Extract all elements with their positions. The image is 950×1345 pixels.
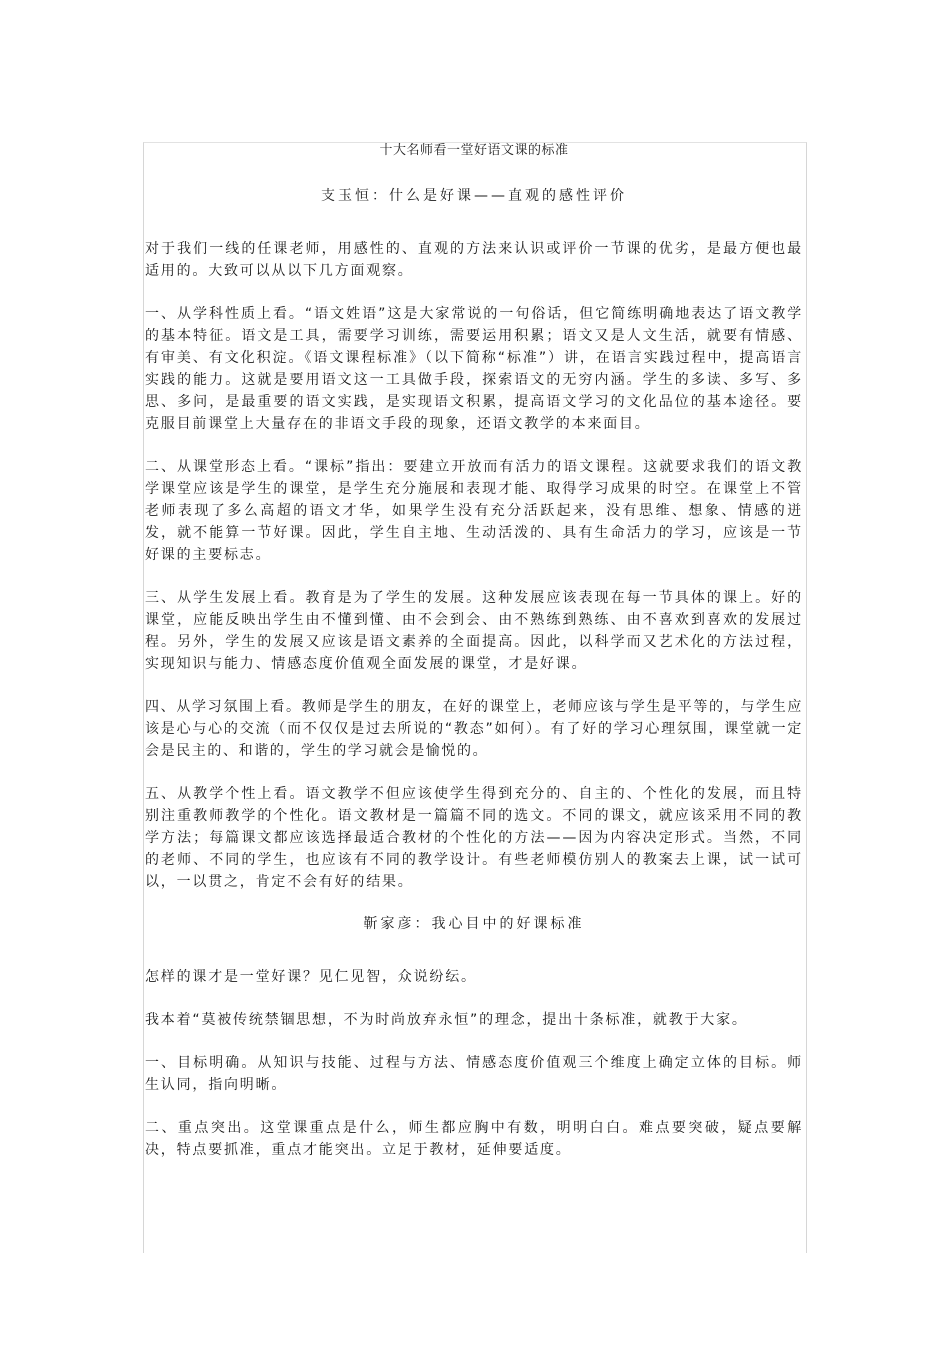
document-title: 十大名师看一堂好语文课的标准	[379, 143, 569, 158]
paragraph: 二、从课堂形态上看。“课标”指出：要建立开放而有活力的语文课程。这就要求我们的语文教学课堂应该是学生的课堂，是学生充分施展和表现才能、取得学习成果的时空。在课堂上不管老师表现了多么高超的语文才华，如果学生没有充分活跃起来，没有思维、想象、情感的迸发，就不能算一节好课。因此，学生自主地、生动活泼的、具有生命活力的学习，应该是一节好课的主要标志。	[145, 459, 803, 563]
paragraph: 怎样的课才是一堂好课？见仁见智，众说纷纭。	[145, 969, 477, 985]
paragraph: 三、从学生发展上看。教育是为了学生的发展。这种发展应该表现在每一节具体的课上。好的课堂，应能反映出学生由不懂到懂、由不会到会、由不熟练到熟练、由不喜欢到喜欢的发展过程。另外，学生的发展又应该是语文素养的全面提高。因此，以科学而又艺术化的方法过程，实现知识与能力、情感态度价值观全面发展的课堂，才是好课。	[145, 590, 803, 672]
paragraph: 对于我们一线的任课老师，用感性的、直观的方法来认识或评价一节课的优劣，是最方便也最适用的。大致可以从以下几方面观察。	[145, 241, 803, 279]
section-heading: 靳家彦：我心目中的好课标准	[363, 916, 585, 932]
paragraph: 我本着“莫被传统禁锢思想，不为时尚放弃永恒”的理念，提出十条标准，就教于大家。	[145, 1012, 748, 1028]
document-body	[145, 186, 803, 1182]
paragraph: 一、从学科性质上看。“语文姓语”这是大家常说的一句俗话，但它简练明确地表达了语文教学的基本特征。语文是工具，需要学习训练，需要运用积累；语文又是人文生活，就要有情感、有审美、有文化积淀。《语文课程标准》（以下简称“标准”）讲，在语言实践过程中，提高语言实践的能力。这就是要用语文这一工具做手段，探索语文的无穷内涵。学生的多读、多写、多思、多问，是最重要的语文实践，是实现语文积累，提高语文学习的文化品位的基本途径。要克服目前课堂上大量存在的非语文手段的现象，还语文教学的本来面目。	[145, 306, 803, 432]
paragraph: 二、重点突出。这堂课重点是什么，师生都应胸中有数，明明白白。难点要突破，疑点要解决，特点要抓准，重点才能突出。立足于教材，延伸要适度。	[145, 1120, 803, 1158]
section-heading: 支玉恒：什么是好课——直观的感性评价	[321, 188, 627, 204]
section-zhi-yuheng	[145, 186, 803, 893]
section-jin-jiayan	[145, 914, 803, 1161]
paragraph: 五、从教学个性上看。语文教学不但应该使学生得到充分的、自主的、个性化的发展，而且特别注重教师教学的个性化。语文教材是一篇篇不同的选文。不同的课文，就应该采用不同的教学方法；每篇课文都应该选择最适合教材的个性化的方法——因为内容决定形式。当然，不同的老师、不同的学生，也应该有不同的教学设计。有些老师模仿别人的教案去上课，试一试可以，一以贯之，肯定不会有好的结果。	[145, 786, 803, 890]
paragraph: 一、目标明确。从知识与技能、过程与方法、情感态度价值观三个维度上确定立体的目标。师生认同，指向明晰。	[145, 1055, 803, 1093]
paragraph: 四、从学习氛围上看。教师是学生的朋友，在好的课堂上，老师应该与学生是平等的，与学生应该是心与心的交流（而不仅仅是过去所说的“教态”如何）。有了好的学习心理氛围，课堂就一定会是民主的、和谐的，学生的学习就会是愉悦的。	[145, 699, 803, 759]
